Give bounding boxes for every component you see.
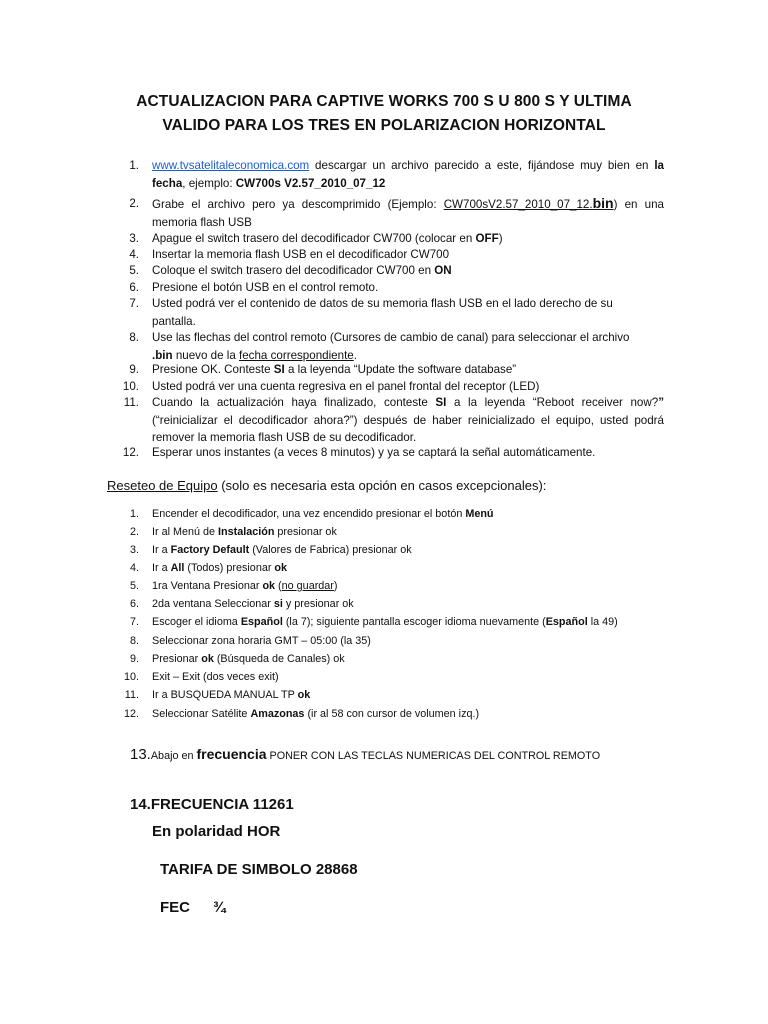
reset-step-10: 10. Exit – Exit (dos veces exit) [123,671,279,683]
website-link[interactable]: www.tvsatelitaleconomica.com [152,159,310,172]
update-step-3: 3. Apague el switch trasero del decodificador CW700 (colocar en OFF) [129,232,503,245]
update-step-7: 7. Usted podrá ver el contenido de datos de su memoria flash USB en el lado derecho de su pantalla. [129,297,613,328]
update-step-5: 5. Coloque el switch trasero del decodificador CW700 en ON [129,264,452,277]
update-step-8: 8. Use las flechas del control remoto (Cursores de cambio de canal) para seleccionar el archivo .bin nuevo de la fecha correspondiente. [129,331,630,362]
reset-step-12: 12. Seleccionar Satélite Amazonas (ir al 58 con cursor de volumen izq.) [123,708,480,720]
update-step-1: 1. www.tvsatelitaleconomica.com descargar un archivo parecido a este, fijándose muy bien en la fecha, ejemplo: CW700s V2.57_2010_07_12 [129,159,664,190]
update-step-9: 9. Presione OK. Conteste SI a la leyenda “Update the software database” [129,363,517,376]
update-step-2: 2. Grabe el archivo pero ya descomprimido (Ejemplo: CW700sV2.57_2010_07_12.bin) en una memoria flash USB [129,195,664,229]
reset-step-1: 1. Encender el decodificador, una vez encendido presionar el botón Menú [129,508,494,520]
reset-step-4: 4. Ir a All (Todos) presionar ok [129,562,288,574]
reset-step-3: 3. Ir a Factory Default (Valores de Fabrica) presionar ok [129,544,412,556]
fec-label: FEC [160,899,190,916]
reset-step-6: 6. 2da ventana Seleccionar si y presionar ok [129,598,354,610]
frequency-value: FRECUENCIA 11261 [150,796,294,813]
reset-step-11: 11. Ir a BUSQUEDA MANUAL TP ok [124,689,311,701]
document-title-line-2: VALIDO PARA LOS TRES EN POLARIZACION HORIZONTAL [162,117,606,134]
update-step-11: 11. Cuando la actualización haya finalizado, conteste SI a la leyenda “Reboot receiver now?” (“reinicializar el decodificador ahora?”) después de haber reinicializado el equipo, usted podrá remover la memoria flash USB de su decodificador. [123,396,664,444]
reset-section-heading: Reseteo de Equipo (solo es necesaria esta opción en casos excepcionales): [107,478,547,493]
reset-step-7: 7. Escoger el idioma Español (la 7); siguiente pantalla escoger idioma nuevamente (Español la 49) [129,616,618,628]
reset-step-2: 2. Ir al Menú de Instalación presionar ok [129,526,337,538]
update-step-12: 12. Esperar unos instantes (a veces 8 minutos) y ya se captará la señal automáticamente. [122,446,596,459]
document-title-line-1: ACTUALIZACION PARA CAPTIVE WORKS 700 S U 800 S Y ULTIMA [136,93,632,110]
update-step-10: 10. Usted podrá ver una cuenta regresiva en el panel frontal del receptor (LED) [122,380,540,393]
reset-step-5: 5. 1ra Ventana Presionar ok (no guardar) [129,580,338,592]
step-14: 14.FRECUENCIA 11261 [130,796,294,813]
reset-step-8: 8. Seleccionar zona horaria GMT – 05:00 (la 35) [129,635,371,647]
step-13: 13.Abajo en frecuencia PONER CON LAS TECLAS NUMERICAS DEL CONTROL REMOTO [130,746,601,763]
symbol-rate-value: TARIFA DE SIMBOLO 28868 [160,861,358,878]
update-step-6: 6. Presione el botón USB en el control remoto. [129,281,379,294]
polarity-value: En polaridad HOR [152,823,281,840]
update-step-4: 4. Insertar la memoria flash USB en el decodificador CW700 [129,248,450,261]
fec-value: ¾ [213,899,226,916]
reset-step-9: 9. Presionar ok (Búsqueda de Canales) ok [129,653,345,665]
